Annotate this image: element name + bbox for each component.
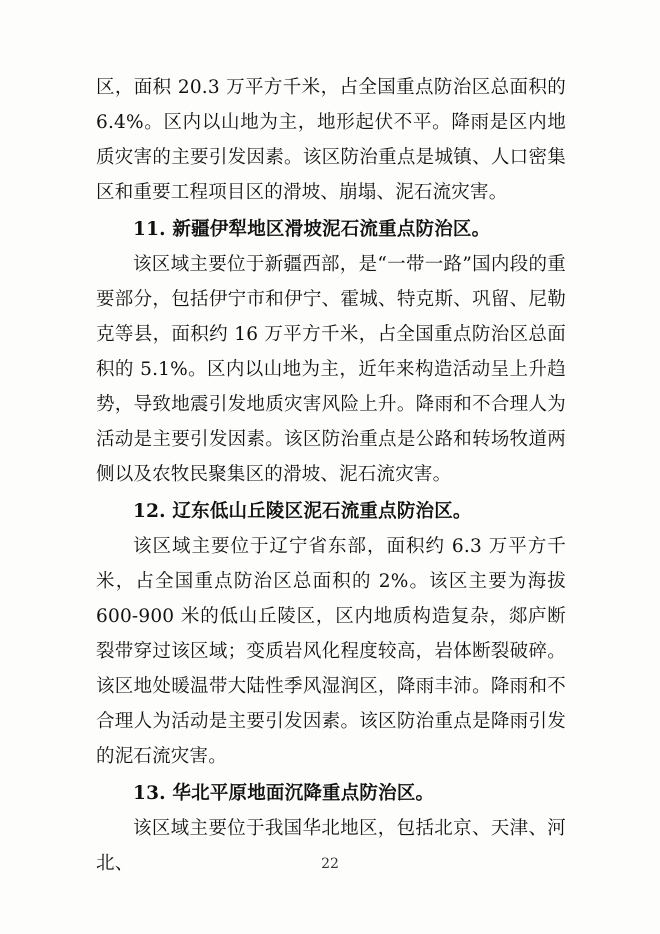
page-content [96, 70, 566, 881]
paragraph-11: 该区域主要位于新疆西部，是“一带一路”国内段的重要部分，包括伊宁市和伊宁、霍城、特克斯、巩留、尼勒克等县，面积约 16 万平方千米，占全国重点防治区总面积的 5.1%。区内以山地为主，近年来构造活动呈上升趋势，导致地震引发地质灾害风险上升。降雨和不合理人为活动是主要引发因素。该区防治重点是公路和转场牧道两侧以及农牧民聚集区的滑坡、泥石流灾害。 [96, 254, 566, 485]
section-heading-11: 11. 新疆伊犁地区滑坡泥石流重点防治区。 [133, 219, 491, 240]
paragraph-12: 该区域主要位于辽宁省东部，面积约 6.3 万平方千米，占全国重点防治区总面积的 2%。该区主要为海拔 600-900 米的低山丘陵区，区内地质构造复杂，郯庐断裂带穿过该区域；变质岩风化程度较高，岩体断裂破碎。该区地处暖温带大陆性季风湿润区，降雨丰沛。降雨和不合理人为活动是主要引发因素。该区防治重点是降雨引发的泥石流灾害。 [96, 536, 566, 767]
section-heading-13: 13. 华北平原地面沉降重点防治区。 [133, 783, 435, 804]
section-heading-12: 12. 辽东低山丘陵区泥石流重点防治区。 [133, 501, 472, 522]
page-number: 22 [321, 856, 339, 872]
paragraph-continued: 区，面积 20.3 万平方千米，占全国重点防治区总面积的 6.4%。区内以山地为主，地形起伏不平。降雨是区内地质灾害的主要引发因素。该区防治重点是城镇、人口密集区和重要工程项目区的滑坡、崩塌、泥石流灾害。 [96, 77, 566, 203]
paragraph-13: 该区域主要位于我国华北地区，包括北京、天津、河北、 [96, 818, 566, 874]
